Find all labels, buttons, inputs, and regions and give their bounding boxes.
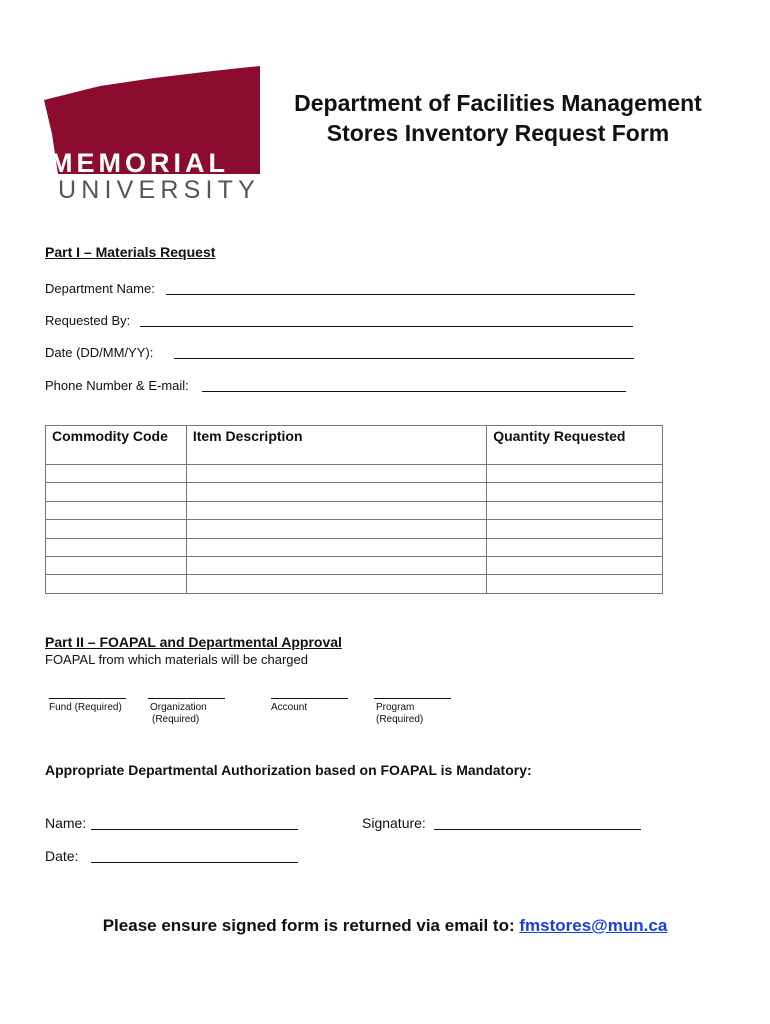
item-description-cell[interactable]	[186, 520, 486, 538]
table-header-row	[46, 426, 663, 465]
name-label: Name:	[45, 815, 87, 831]
item-description-cell[interactable]	[186, 465, 486, 483]
account-label: Account	[271, 702, 308, 713]
footer-text: Please ensure signed form is returned via email to:	[102, 916, 515, 935]
item-description-cell[interactable]	[186, 483, 486, 501]
program-label: Program	[376, 702, 415, 713]
date-field[interactable]	[174, 358, 634, 359]
table-row	[46, 575, 663, 593]
column-header-item-description: Item Description	[186, 426, 486, 465]
commodity-code-cell[interactable]	[46, 575, 187, 593]
part2-heading: Part II – FOAPAL and Departmental Approval	[45, 634, 342, 650]
quantity-cell[interactable]	[487, 501, 663, 519]
organization-label: Organization	[150, 702, 207, 713]
auth-date-label: Date:	[45, 848, 79, 864]
table-row	[46, 465, 663, 483]
signature-label: Signature:	[362, 815, 426, 831]
fund-field[interactable]	[49, 698, 126, 699]
department-name-field[interactable]	[166, 294, 635, 295]
quantity-cell[interactable]	[487, 538, 663, 556]
organization-required-label: (Required)	[152, 714, 200, 725]
account-field[interactable]	[271, 698, 348, 699]
commodity-code-cell[interactable]	[46, 483, 187, 501]
email-link[interactable]: fmstores@mun.ca	[519, 916, 668, 935]
commodity-code-cell[interactable]	[46, 538, 187, 556]
name-field[interactable]	[91, 829, 298, 830]
part1-heading: Part I – Materials Request	[45, 244, 216, 260]
program-required-label: (Required)	[376, 714, 424, 725]
fund-label: Fund (Required)	[49, 702, 122, 713]
quantity-cell[interactable]	[487, 465, 663, 483]
phone-email-label: Phone Number & E-mail:	[45, 378, 189, 393]
item-description-cell[interactable]	[186, 501, 486, 519]
date-label: Date (DD/MM/YY):	[45, 345, 154, 360]
part2-subheading: FOAPAL from which materials will be charged	[45, 652, 308, 667]
table-row	[46, 520, 663, 538]
department-name-label: Department Name:	[45, 281, 155, 296]
quantity-cell[interactable]	[487, 483, 663, 501]
item-description-cell[interactable]	[186, 556, 486, 574]
column-header-commodity-code: Commodity Code	[46, 426, 187, 465]
commodity-code-cell[interactable]	[46, 501, 187, 519]
auth-date-field[interactable]	[91, 862, 298, 863]
form-title-line1: Department of Facilities Management	[294, 90, 702, 116]
footer-instruction	[0, 916, 770, 936]
form-title-line2: Stores Inventory Request Form	[326, 120, 670, 146]
items-table	[45, 425, 663, 594]
requested-by-label: Requested By:	[45, 313, 131, 328]
table-row	[46, 538, 663, 556]
quantity-cell[interactable]	[487, 575, 663, 593]
quantity-cell[interactable]	[487, 556, 663, 574]
authorization-notice: Appropriate Departmental Authorization based on FOAPAL is Mandatory:	[45, 762, 532, 778]
item-description-cell[interactable]	[186, 538, 486, 556]
column-header-quantity-requested: Quantity Requested	[487, 426, 663, 465]
table-row	[46, 556, 663, 574]
logo-text-university: UNIVERSITY	[58, 176, 261, 204]
signature-field[interactable]	[434, 829, 641, 830]
requested-by-field[interactable]	[140, 326, 633, 327]
table-row	[46, 501, 663, 519]
commodity-code-cell[interactable]	[46, 556, 187, 574]
logo-text-memorial: MEMORIAL	[50, 148, 229, 178]
commodity-code-cell[interactable]	[46, 465, 187, 483]
organization-field[interactable]	[148, 698, 225, 699]
quantity-cell[interactable]	[487, 520, 663, 538]
program-field[interactable]	[374, 698, 451, 699]
phone-email-field[interactable]	[202, 391, 626, 392]
item-description-cell[interactable]	[186, 575, 486, 593]
table-row	[46, 483, 663, 501]
commodity-code-cell[interactable]	[46, 520, 187, 538]
